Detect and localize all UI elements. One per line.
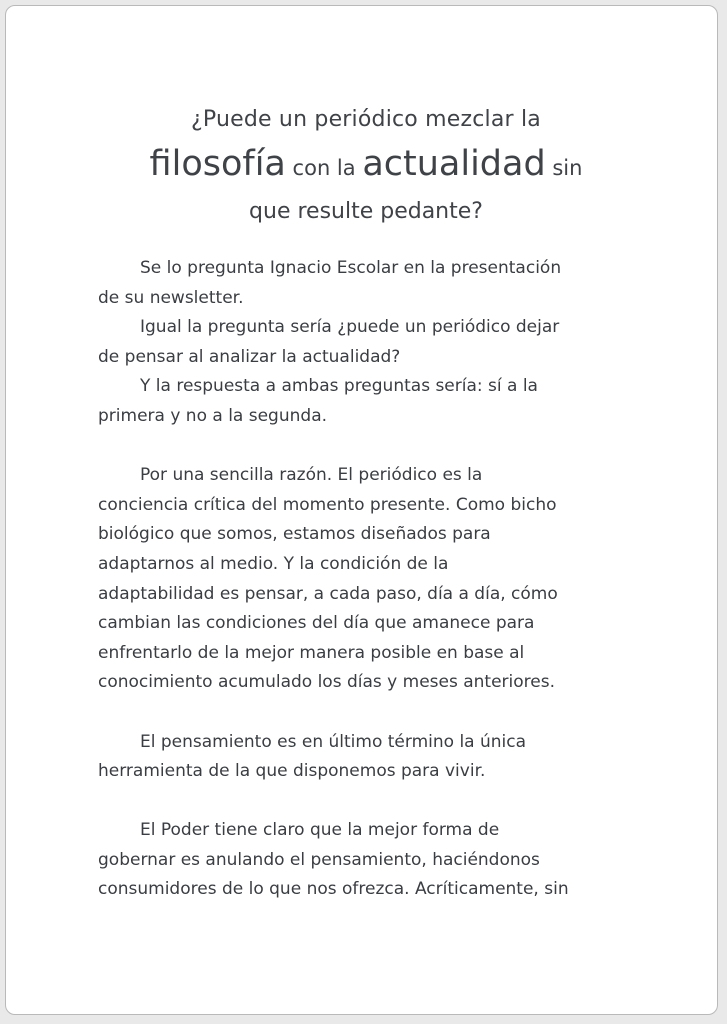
text-line: El pensamiento es en último término la única [140,731,527,752]
text-line: herramienta de la que disponemos para vivir. [98,761,486,782]
text-line: gobernar es anulando el pensamiento, haciéndonos [98,849,540,870]
paragraph-gap [98,432,634,462]
text-line: El Poder tiene claro que la mejor forma de [140,820,500,841]
title-line-3: que resulte pedante? [249,199,483,224]
paragraph-5 [98,728,634,787]
text-line: de pensar al analizar la actualidad? [98,346,401,367]
text-line: enfrentarlo de la mejor manera posible en base al [98,642,525,663]
paragraph-4 [98,461,634,698]
reader-page [5,5,718,1015]
title-connector: con la [285,156,363,180]
paragraph-3 [98,372,634,431]
text-line: Igual la pregunta sería ¿puede un periódico dejar [140,317,560,338]
text-line: conciencia crítica del momento presente. Como bicho [98,494,557,515]
article-content [98,102,634,905]
paragraph-gap [98,698,634,728]
article-title [98,102,634,230]
text-line: conocimiento acumulado los días y meses anteriores. [98,672,555,693]
title-word-filosofia: filosofía [149,144,286,184]
text-line: adaptabilidad es pensar, a cada paso, día a día, cómo [98,583,558,604]
text-line: biológico que somos, estamos diseñados para [98,524,491,545]
text-line: consumidores de lo que nos ofrezca. Acríticamente, sin [98,879,569,900]
paragraph-2 [98,313,634,372]
text-line: primera y no a la segunda. [98,405,328,426]
title-line-1: ¿Puede un periódico mezclar la [191,107,541,132]
paragraph-gap [98,787,634,817]
paragraph-1 [98,254,634,313]
text-line: cambian las condiciones del día que amanece para [98,613,535,634]
title-word-actualidad: actualidad [362,144,546,184]
title-end: sin [545,156,583,180]
text-line: adaptarnos al medio. Y la condición de la [98,553,449,574]
paragraph-6 [98,816,634,905]
text-line: de su newsletter. [98,287,244,308]
title-line-2 [98,138,634,194]
text-line: Y la respuesta a ambas preguntas sería: sí a la [140,376,538,397]
text-line: Se lo pregunta Ignacio Escolar en la presentación [140,258,562,278]
text-line: Por una sencilla razón. El periódico es la [140,465,483,486]
